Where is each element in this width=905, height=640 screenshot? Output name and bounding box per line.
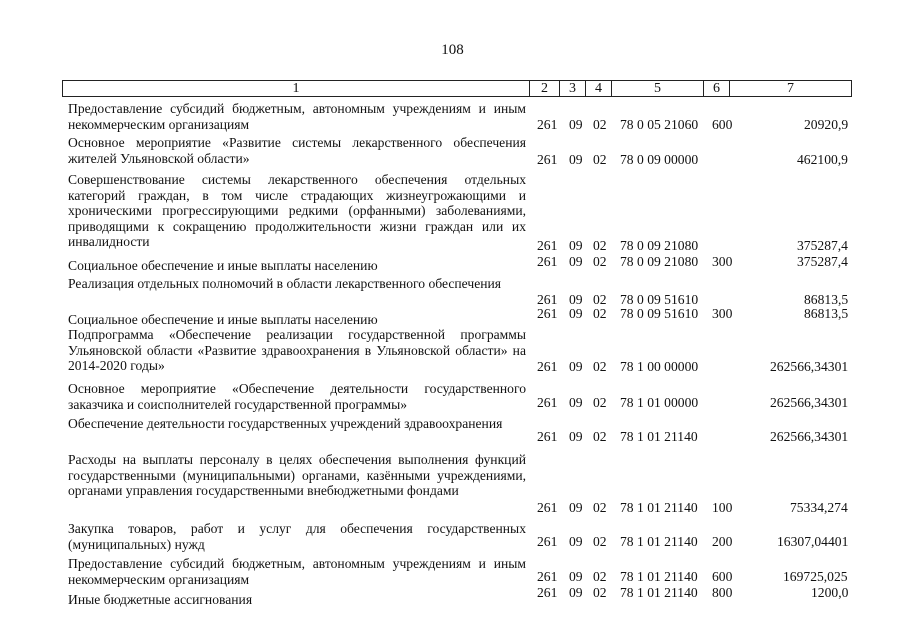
code-ved: 261 bbox=[537, 500, 558, 515]
code-pr: 02 bbox=[593, 117, 607, 132]
code-rz: 09 bbox=[569, 152, 583, 167]
code-vr: 800 bbox=[712, 585, 733, 600]
code-pr: 02 bbox=[593, 500, 607, 515]
code-pr: 02 bbox=[593, 429, 607, 444]
code-rz: 09 bbox=[569, 292, 583, 307]
code-rz: 09 bbox=[569, 117, 583, 132]
row-description: Закупка товаров, работ и услуг для обеспечения государственных (муниципальных) нужд bbox=[68, 521, 526, 552]
code-rz: 09 bbox=[569, 395, 583, 410]
table-header bbox=[62, 80, 852, 97]
row-description: Иные бюджетные ассигнования bbox=[68, 592, 253, 607]
row-description: Предоставление субсидий бюджетным, автономным учреждениям и иным некоммерческим организациям bbox=[68, 556, 526, 587]
code-csr: 78 0 09 51610 bbox=[620, 306, 699, 321]
page-number: 108 bbox=[441, 42, 464, 58]
row-description: Социальное обеспечение и иные выплаты населению bbox=[68, 312, 378, 327]
row-description: Совершенствование системы лекарственного обеспечения отдельных категорий граждан, в том числе страдающих жизнеугрожающими и хроническими прогрессирующими редкими (орфанными) заболеваниями, приводящими к сокращению продолжительности жизни граждан или их инвалидности bbox=[68, 172, 526, 250]
code-ved: 261 bbox=[537, 429, 558, 444]
code-pr: 02 bbox=[593, 585, 607, 600]
amount: 20920,9 bbox=[804, 117, 849, 132]
code-rz: 09 bbox=[569, 534, 583, 549]
header-col-5: 5 bbox=[612, 81, 704, 96]
code-vr: 300 bbox=[712, 254, 733, 269]
code-vr: 200 bbox=[712, 534, 733, 549]
header-col-7: 7 bbox=[787, 81, 794, 96]
code-pr: 02 bbox=[593, 306, 607, 321]
row-description: Социальное обеспечение и иные выплаты населению bbox=[68, 258, 378, 273]
code-vr: 300 bbox=[712, 306, 733, 321]
code-pr: 02 bbox=[593, 395, 607, 410]
header-col-6: 6 bbox=[704, 81, 730, 96]
code-csr: 78 0 09 51610 bbox=[620, 292, 699, 307]
code-csr: 78 1 01 21140 bbox=[620, 429, 698, 444]
amount: 16307,04401 bbox=[777, 534, 849, 549]
amount: 86813,5 bbox=[804, 306, 849, 321]
code-csr: 78 1 01 21140 bbox=[620, 500, 698, 515]
code-csr: 78 1 00 00000 bbox=[620, 359, 699, 374]
row-description: Подпрограмма «Обеспечение реализации государственной программы Ульяновской области «Развитие здравоохранения в Ульяновской области» на 2014-2020 годы» bbox=[68, 327, 526, 374]
code-csr: 78 1 01 00000 bbox=[620, 395, 699, 410]
code-pr: 02 bbox=[593, 534, 607, 549]
code-rz: 09 bbox=[569, 569, 583, 584]
row-description: Основное мероприятие «Развитие системы лекарственного обеспечения жителей Ульяновской области» bbox=[68, 135, 526, 166]
code-ved: 261 bbox=[537, 395, 558, 410]
code-csr: 78 1 01 21140 bbox=[620, 534, 698, 549]
amount: 262566,34301 bbox=[770, 359, 849, 374]
code-ved: 261 bbox=[537, 152, 558, 167]
row-description: Основное мероприятие «Обеспечение деятельности государственного заказчика и соисполнителей государственной программы» bbox=[68, 381, 526, 412]
code-vr: 600 bbox=[712, 117, 733, 132]
code-pr: 02 bbox=[593, 292, 607, 307]
amount: 262566,34301 bbox=[770, 429, 849, 444]
amount: 1200,0 bbox=[811, 585, 849, 600]
code-rz: 09 bbox=[569, 359, 583, 374]
code-ved: 261 bbox=[537, 238, 558, 253]
code-ved: 261 bbox=[537, 569, 558, 584]
code-ved: 261 bbox=[537, 117, 558, 132]
amount: 375287,4 bbox=[797, 254, 848, 269]
header-col-4: 4 bbox=[586, 81, 612, 96]
header-col-1: 1 bbox=[63, 81, 530, 96]
row-description: Предоставление субсидий бюджетным, автономным учреждениям и иным некоммерческим организациям bbox=[68, 101, 526, 132]
code-csr: 78 1 01 21140 bbox=[620, 569, 698, 584]
code-rz: 09 bbox=[569, 254, 583, 269]
code-pr: 02 bbox=[593, 569, 607, 584]
code-rz: 09 bbox=[569, 238, 583, 253]
amount: 262566,34301 bbox=[770, 395, 849, 410]
code-rz: 09 bbox=[569, 429, 583, 444]
code-ved: 261 bbox=[537, 359, 558, 374]
amount: 462100,9 bbox=[797, 152, 848, 167]
code-csr: 78 0 05 21060 bbox=[620, 117, 699, 132]
code-csr: 78 0 09 21080 bbox=[620, 238, 699, 253]
code-ved: 261 bbox=[537, 306, 558, 321]
code-ved: 261 bbox=[537, 534, 558, 549]
code-rz: 09 bbox=[569, 306, 583, 321]
code-csr: 78 0 09 00000 bbox=[620, 152, 699, 167]
code-vr: 600 bbox=[712, 569, 733, 584]
code-pr: 02 bbox=[593, 238, 607, 253]
header-col-3: 3 bbox=[560, 81, 586, 96]
row-description: Расходы на выплаты персоналу в целях обеспечения выполнения функций государственными (муниципальными) органами, казёнными учреждениями, органами управления государственными внебюджетными фондами bbox=[68, 452, 526, 499]
code-pr: 02 bbox=[593, 152, 607, 167]
code-rz: 09 bbox=[569, 585, 583, 600]
code-rz: 09 bbox=[569, 500, 583, 515]
code-ved: 261 bbox=[537, 585, 558, 600]
code-pr: 02 bbox=[593, 359, 607, 374]
code-ved: 261 bbox=[537, 254, 558, 269]
amount: 169725,025 bbox=[783, 569, 848, 584]
code-vr: 100 bbox=[712, 500, 733, 515]
code-pr: 02 bbox=[593, 254, 607, 269]
amount: 375287,4 bbox=[797, 238, 848, 253]
header-col-2: 2 bbox=[530, 81, 560, 96]
code-csr: 78 1 01 21140 bbox=[620, 585, 698, 600]
amount: 86813,5 bbox=[804, 292, 849, 307]
row-description: Обеспечение деятельности государственных учреждений здравоохранения bbox=[68, 416, 503, 431]
code-csr: 78 0 09 21080 bbox=[620, 254, 699, 269]
row-description: Реализация отдельных полномочий в области лекарственного обеспечения bbox=[68, 276, 502, 291]
amount: 75334,274 bbox=[790, 500, 848, 515]
code-ved: 261 bbox=[537, 292, 558, 307]
